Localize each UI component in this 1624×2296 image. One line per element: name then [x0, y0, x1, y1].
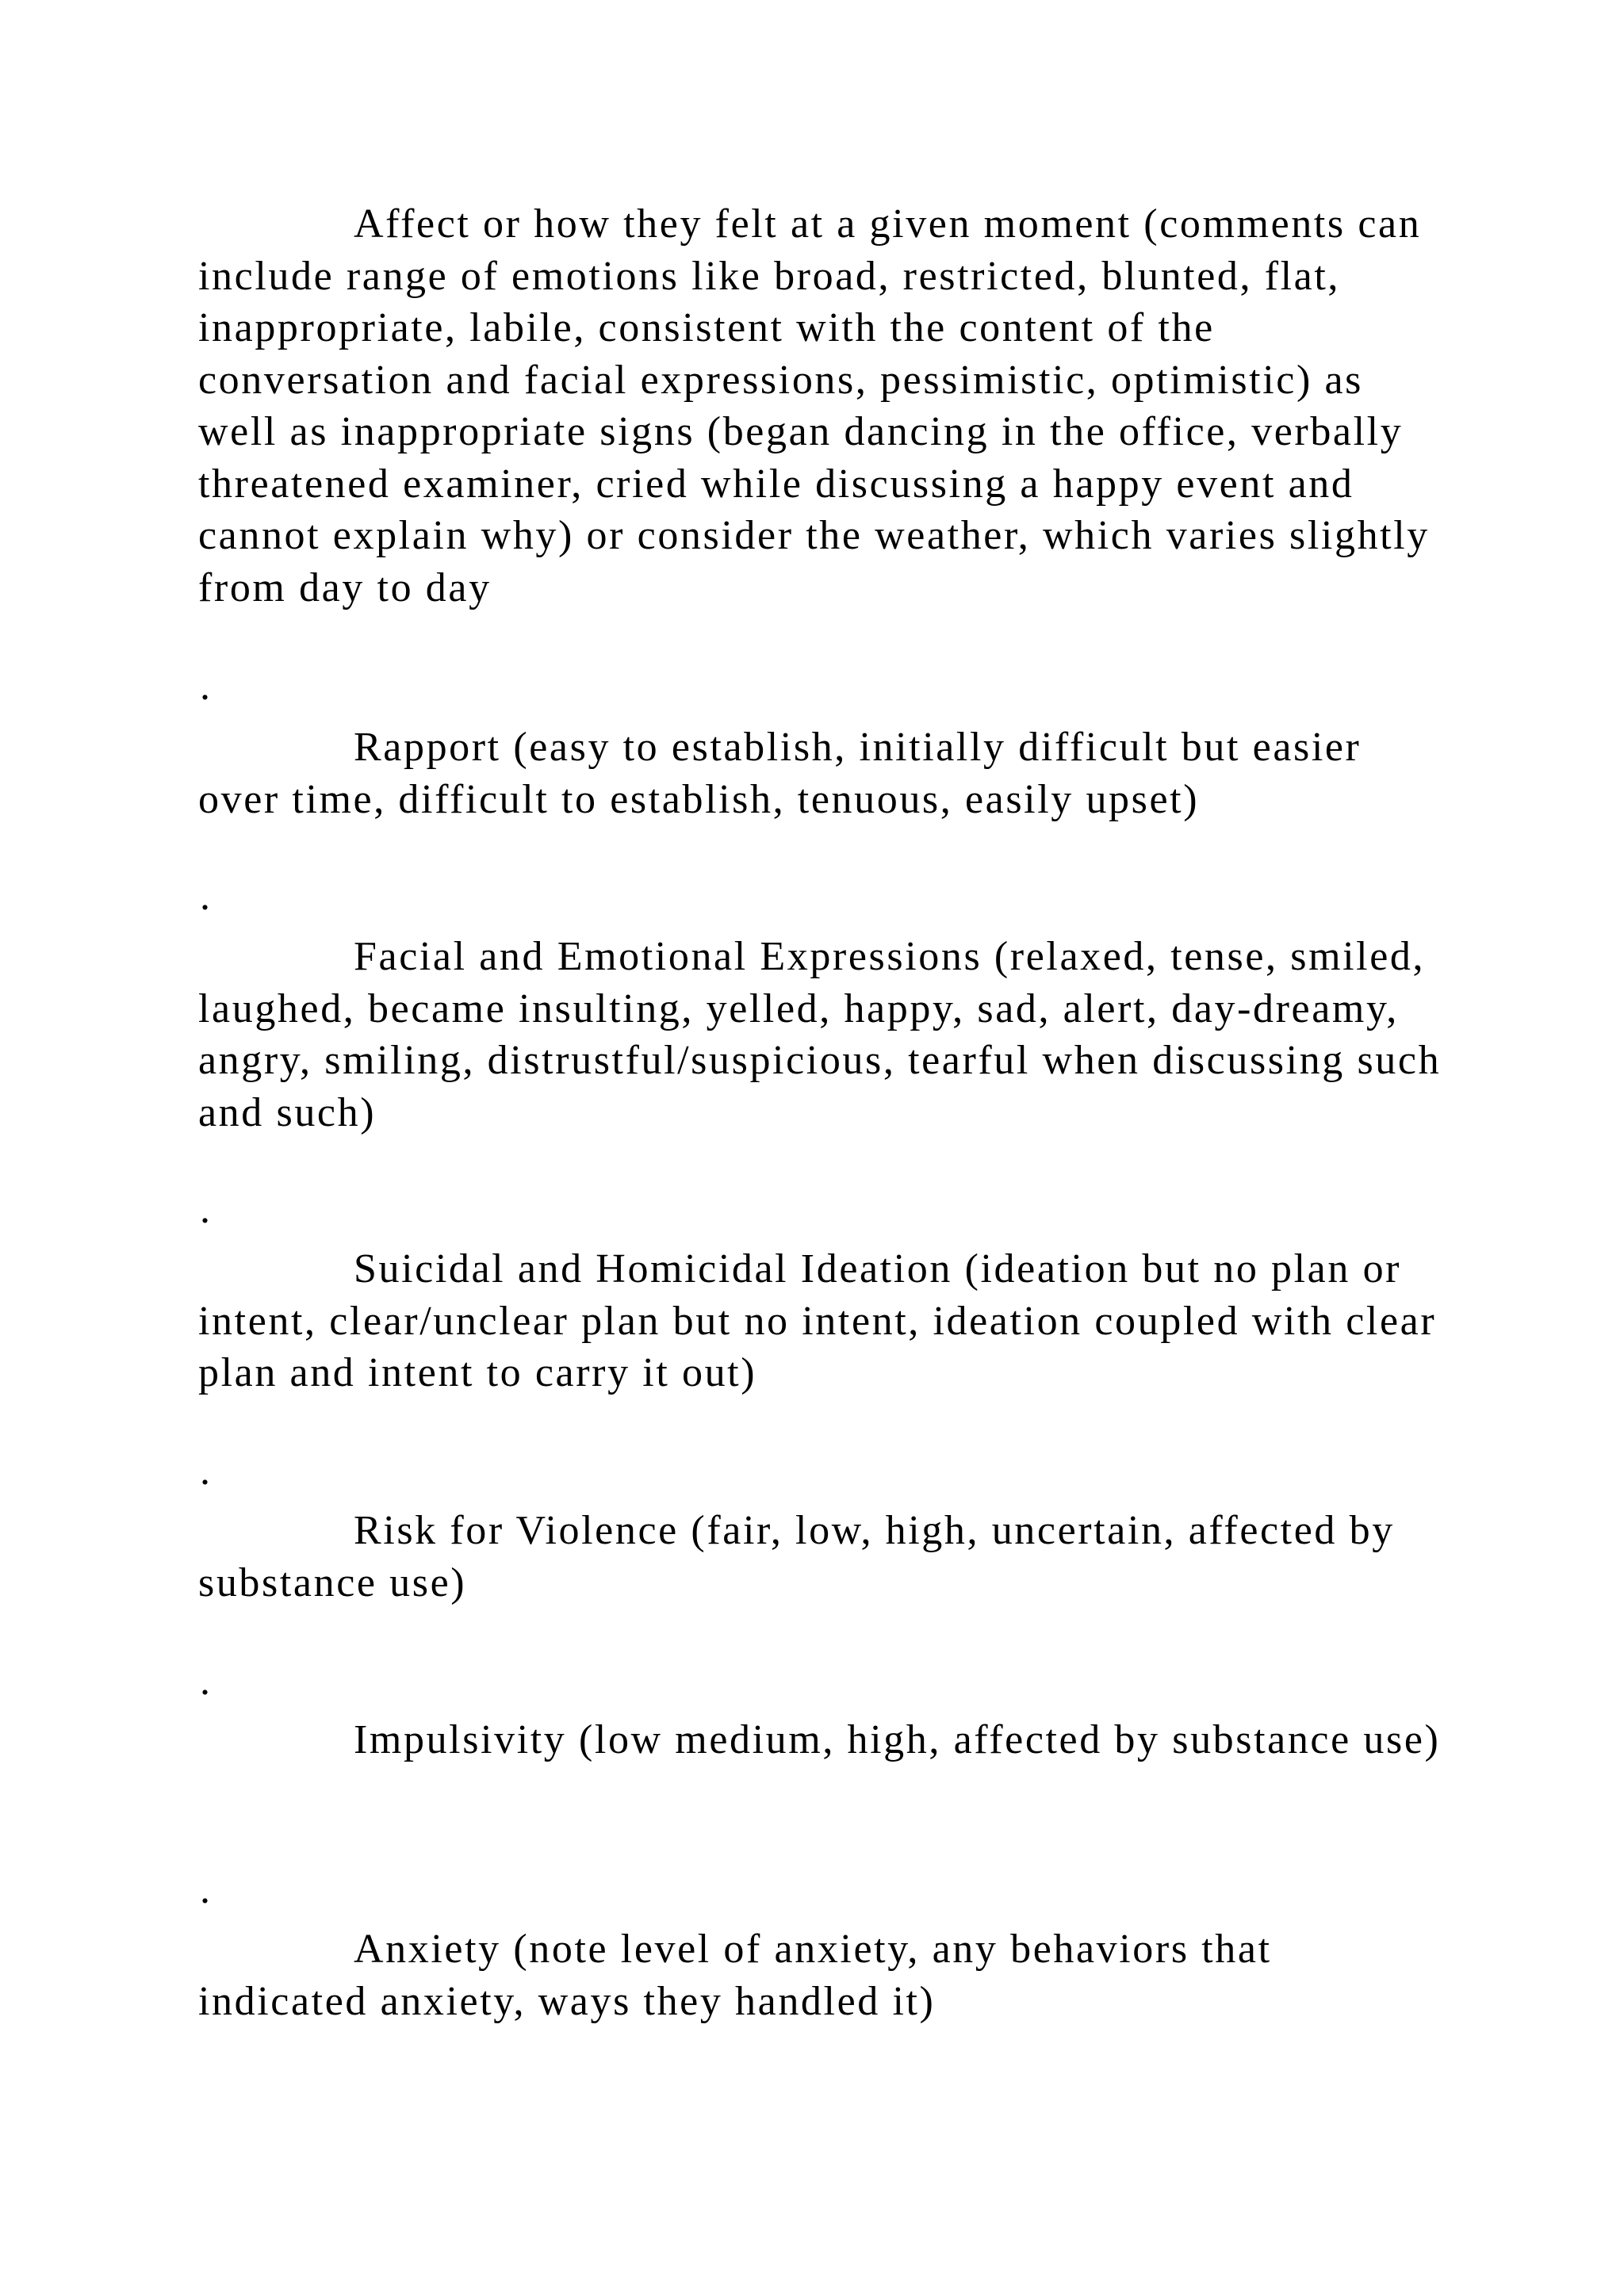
- bullet-dot: .: [200, 1448, 213, 1494]
- paragraph-impulsivity: Impulsivity (low medium, high, affected by substance use): [354, 1717, 1441, 1762]
- paragraph-affect: Affect or how they felt at a given moment (comments can include range of emotions like broad, restricted, blunted, flat, inappropriate, labile, consistent with the content of the conversation and facial expressions, pessimistic, optimistic) as well as inappropriate signs (began dancing in the office, verbally threatened examiner, cried while discussing a happy event and cannot explain why) or consider the weather, which varies slightly from day to day: [198, 201, 1430, 610]
- paragraph-anxiety: Anxiety (note level of anxiety, any behaviors that indicated anxiety, ways they handled it): [198, 1927, 1272, 2024]
- bullet-dot: .: [200, 874, 213, 919]
- bullet-dot: .: [200, 1867, 213, 1912]
- paragraph-rapport: Rapport (easy to establish, initially difficult but easier over time, difficult to establish, tenuous, easily upset): [198, 725, 1362, 822]
- paragraph-suicidal-homicidal-ideation: Suicidal and Homicidal Ideation (ideation but no plan or intent, clear/unclear plan but no intent, ideation coupled with clear plan and intent to carry it out): [198, 1246, 1437, 1395]
- paragraph-risk-for-violence: Risk for Violence (fair, low, high, uncertain, affected by substance use): [198, 1508, 1395, 1605]
- bullet-dot: .: [200, 664, 213, 709]
- bullet-dot: .: [200, 1659, 213, 1704]
- bullet-dot: .: [200, 1187, 213, 1232]
- paragraph-facial-emotional-expressions: Facial and Emotional Expressions (relaxed, tense, smiled, laughed, became insulting, yelled, happy, sad, alert, day-dreamy, angry, smiling, distrustful/suspicious, tearful when discussing such and such): [198, 934, 1442, 1135]
